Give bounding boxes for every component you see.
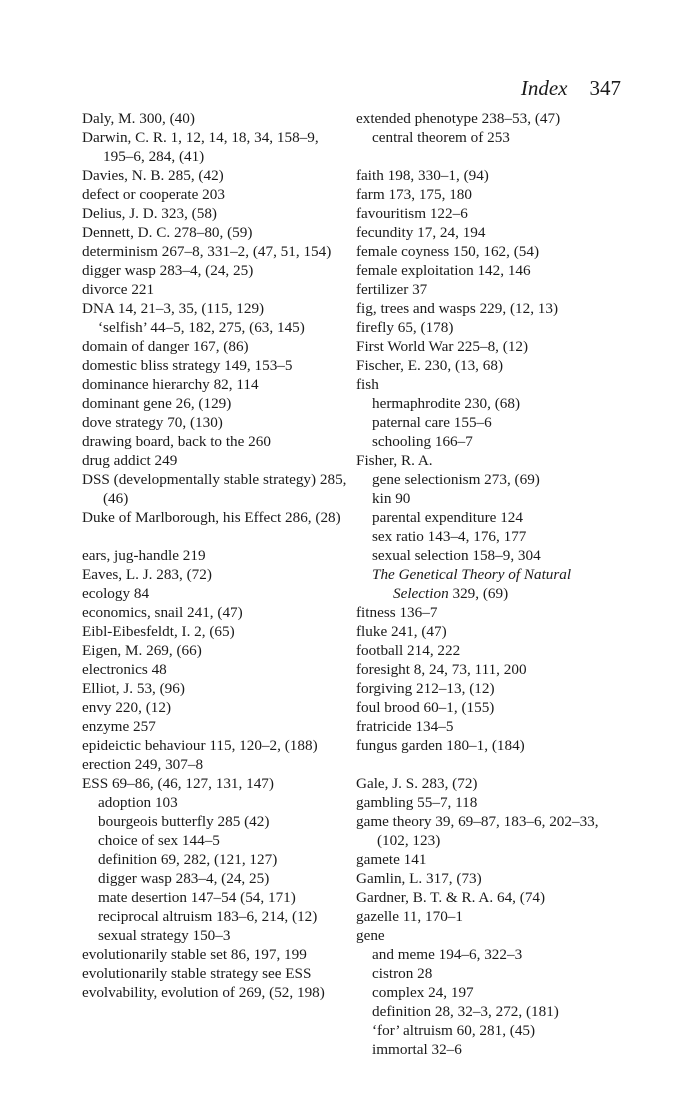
index-subentry: sex ratio 143–4, 176, 177 [372, 528, 527, 545]
index-column-right [356, 109, 626, 1059]
index-entry: Darwin, C. R. 1, 12, 14, 18, 34, 158–9, 195–6, 284, (41) [82, 129, 319, 165]
index-entry: favouritism 122–6 [356, 205, 468, 222]
index-entry: Eibl-Eibesfeldt, I. 2, (65) [82, 623, 235, 640]
index-subentry: definition 28, 32–3, 272, (181) [372, 1003, 559, 1020]
index-entry: foul brood 60–1, (155) [356, 699, 495, 716]
index-entry: fungus garden 180–1, (184) [356, 737, 525, 754]
index-subentry: complex 24, 197 [372, 984, 474, 1001]
index-entry: fish [356, 376, 379, 393]
index-entry: drawing board, back to the 260 [82, 433, 271, 450]
index-subentry: kin 90 [372, 490, 411, 507]
index-entry: electronics 48 [82, 661, 167, 678]
index-entry: ears, jug-handle 219 [82, 547, 206, 564]
index-subentry: gene selectionism 273, (69) [372, 471, 540, 488]
index-subentry: adoption 103 [98, 794, 178, 811]
index-subentry: digger wasp 283–4, (24, 25) [98, 870, 270, 887]
index-entry: gambling 55–7, 118 [356, 794, 478, 811]
index-subentry: paternal care 155–6 [372, 414, 492, 431]
index-subentry: schooling 166–7 [372, 433, 473, 450]
index-entry: evolutionarily stable set 86, 197, 199 [82, 946, 307, 963]
section-gap [356, 147, 626, 166]
index-subentry: choice of sex 144–5 [98, 832, 220, 849]
running-title: Index [520, 76, 568, 100]
index-subentry: immortal 32–6 [372, 1041, 462, 1058]
index-subentry: The Genetical Theory of Natural Selection 329, (69) [372, 566, 572, 602]
index-entry: fertilizer 37 [356, 281, 428, 298]
index-entry: gene [356, 927, 385, 944]
index-entry: determinism 267–8, 331–2, (47, 51, 154) [82, 243, 332, 260]
index-subentry: sexual strategy 150–3 [98, 927, 231, 944]
index-entry: Daly, M. 300, (40) [82, 110, 195, 127]
index-entry: fig, trees and wasps 229, (12, 13) [356, 300, 559, 317]
index-entry: Gardner, B. T. & R. A. 64, (74) [356, 889, 546, 906]
index-entry: fratricide 134–5 [356, 718, 454, 735]
index-entry: Fischer, E. 230, (13, 68) [356, 357, 504, 374]
index-subentry: bourgeois butterfly 285 (42) [98, 813, 270, 830]
index-entry: Elliot, J. 53, (96) [82, 680, 185, 697]
index-entry: DNA 14, 21–3, 35, (115, 129) [82, 300, 265, 317]
index-entry: firefly 65, (178) [356, 319, 454, 336]
index-entry: farm 173, 175, 180 [356, 186, 472, 203]
index-subentry: ‘for’ altruism 60, 281, (45) [372, 1022, 536, 1039]
index-entry: dominance hierarchy 82, 114 [82, 376, 259, 393]
index-entry: extended phenotype 238–53, (47) [356, 110, 561, 127]
index-subentry: central theorem of 253 [372, 129, 510, 146]
index-entry: domain of danger 167, (86) [82, 338, 249, 355]
page-number: 347 [589, 76, 621, 100]
index-entry: DSS (developmentally stable strategy) 285, (46) [82, 471, 347, 507]
index-subentry: parental expenditure 124 [372, 509, 523, 526]
index-entry: envy 220, (12) [82, 699, 171, 716]
index-column-left [82, 109, 352, 1002]
index-entry: evolvability, evolution of 269, (52, 198) [82, 984, 325, 1001]
index-entry: First World War 225–8, (12) [356, 338, 529, 355]
index-entry: game theory 39, 69–87, 183–6, 202–33, (102, 123) [356, 813, 599, 849]
section-gap [356, 755, 626, 774]
index-entry: Eaves, L. J. 283, (72) [82, 566, 212, 583]
index-entry: Eigen, M. 269, (66) [82, 642, 202, 659]
index-subentry: and meme 194–6, 322–3 [372, 946, 523, 963]
index-entry: Gamlin, L. 317, (73) [356, 870, 482, 887]
index-entry: faith 198, 330–1, (94) [356, 167, 489, 184]
index-entry: Davies, N. B. 285, (42) [82, 167, 224, 184]
index-entry: divorce 221 [82, 281, 155, 298]
index-subentry: reciprocal altruism 183–6, 214, (12) [98, 908, 318, 925]
index-entry: defect or cooperate 203 [82, 186, 225, 203]
index-entry: Gale, J. S. 283, (72) [356, 775, 478, 792]
index-subentry: cistron 28 [372, 965, 433, 982]
index-entry: erection 249, 307–8 [82, 756, 204, 773]
index-entry: ESS 69–86, (46, 127, 131, 147) [82, 775, 274, 792]
index-entry: ecology 84 [82, 585, 150, 602]
index-entry: dominant gene 26, (129) [82, 395, 232, 412]
index-subentry: hermaphrodite 230, (68) [372, 395, 521, 412]
index-entry: economics, snail 241, (47) [82, 604, 243, 621]
index-entry: epideictic behaviour 115, 120–2, (188) [82, 737, 318, 754]
index-subentry: definition 69, 282, (121, 127) [98, 851, 278, 868]
index-entry: Fisher, R. A. [356, 452, 433, 469]
index-subentry: mate desertion 147–54 (54, 171) [98, 889, 296, 906]
index-entry: Dennett, D. C. 278–80, (59) [82, 224, 253, 241]
section-gap [82, 527, 352, 546]
page-header [521, 76, 621, 101]
index-entry: Delius, J. D. 323, (58) [82, 205, 217, 222]
index-entry: female exploitation 142, 146 [356, 262, 531, 279]
index-subentry: ‘selfish’ 44–5, 182, 275, (63, 145) [98, 319, 305, 336]
index-subentry: sexual selection 158–9, 304 [372, 547, 541, 564]
index-entry: evolutionarily stable strategy see ESS [82, 965, 312, 982]
index-entry: fecundity 17, 24, 194 [356, 224, 486, 241]
index-entry: football 214, 222 [356, 642, 461, 659]
index-entry: female coyness 150, 162, (54) [356, 243, 540, 260]
index-entry: Duke of Marlborough, his Effect 286, (28) [82, 509, 341, 526]
index-entry: drug addict 249 [82, 452, 178, 469]
index-entry: enzyme 257 [82, 718, 156, 735]
index-entry: forgiving 212–13, (12) [356, 680, 495, 697]
index-entry: foresight 8, 24, 73, 111, 200 [356, 661, 527, 678]
index-entry: fluke 241, (47) [356, 623, 447, 640]
index-entry: domestic bliss strategy 149, 153–5 [82, 357, 293, 374]
index-entry: dove strategy 70, (130) [82, 414, 223, 431]
index-entry: fitness 136–7 [356, 604, 438, 621]
index-entry: gamete 141 [356, 851, 427, 868]
index-entry: digger wasp 283–4, (24, 25) [82, 262, 254, 279]
index-entry: gazelle 11, 170–1 [356, 908, 463, 925]
